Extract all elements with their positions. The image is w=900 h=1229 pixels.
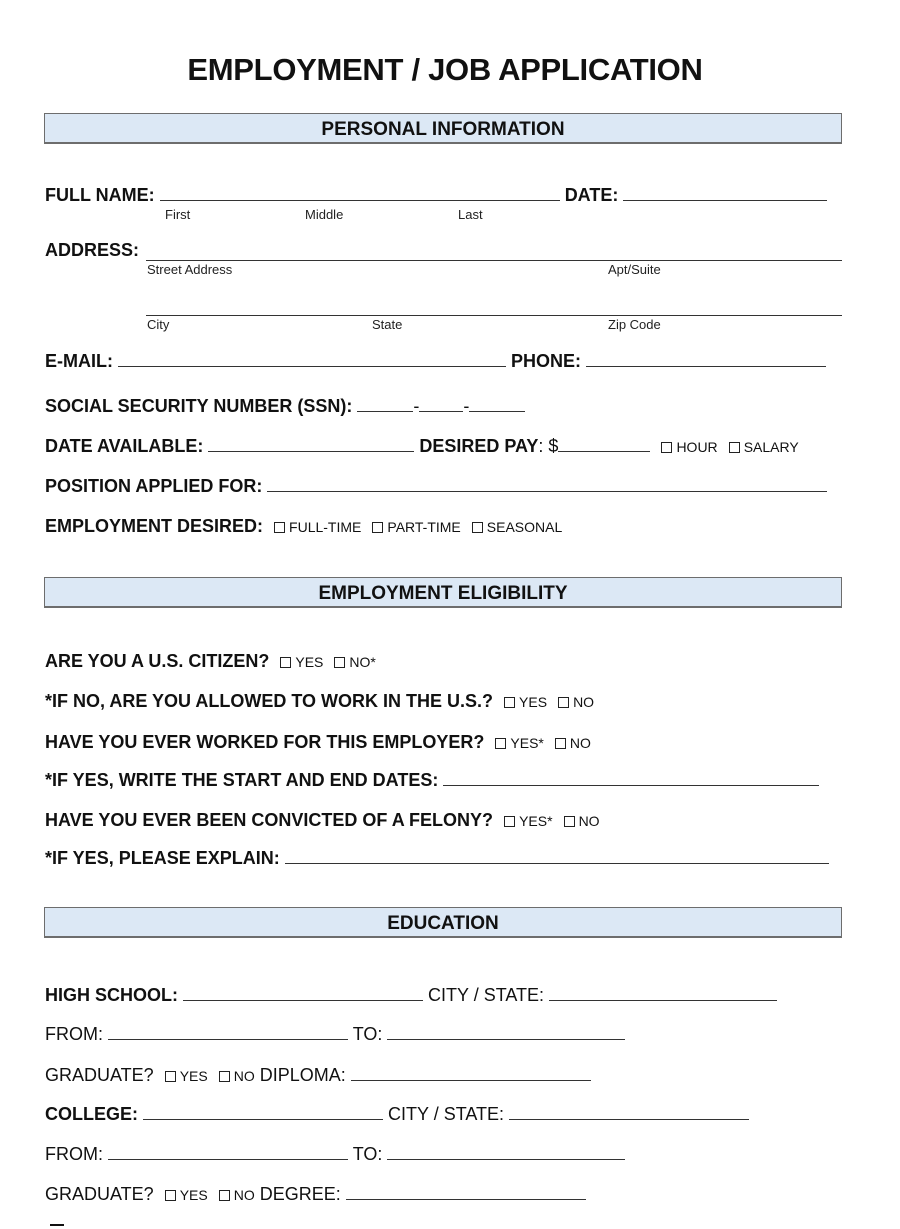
college-to-label: TO:	[352, 1144, 383, 1164]
authorized-yes-label: YES	[519, 694, 548, 710]
high-school-from-field[interactable]	[108, 1023, 348, 1040]
date-label: DATE:	[564, 185, 619, 205]
email-label: E-MAIL:	[45, 351, 113, 371]
first-name-hint: First	[165, 207, 191, 222]
high-school-from-label: FROM:	[45, 1024, 103, 1044]
full-name-row	[45, 184, 827, 206]
ssn-separator: -	[463, 396, 470, 416]
city-state-zip-field[interactable]	[146, 299, 842, 316]
high-school-city-state-field[interactable]	[549, 984, 777, 1001]
college-city-state-label: CITY / STATE:	[388, 1104, 505, 1124]
degree-label: DEGREE:	[259, 1184, 341, 1204]
college-to-field[interactable]	[387, 1143, 625, 1160]
citizen-yes-label: YES	[295, 654, 324, 670]
full-name-field[interactable]	[160, 184, 560, 201]
college-grad-no-label: NO	[233, 1187, 255, 1203]
position-label: POSITION APPLIED FOR:	[45, 476, 263, 496]
ssn-row	[45, 395, 525, 417]
previous-employer-question: HAVE YOU EVER WORKED FOR THIS EMPLOYER?	[45, 732, 485, 752]
high-school-graduate-row	[45, 1064, 591, 1087]
work-authorization-row	[45, 690, 594, 713]
high-school-field[interactable]	[183, 984, 423, 1001]
felony-explain-label: *IF YES, PLEASE EXPLAIN:	[45, 848, 280, 868]
email-field[interactable]	[118, 350, 506, 367]
desired-pay-label: DESIRED PAY	[419, 436, 539, 456]
worked-yes-checkbox[interactable]	[495, 738, 506, 749]
college-city-state-field[interactable]	[509, 1103, 749, 1120]
authorized-no-label: NO	[573, 694, 595, 710]
last-name-hint: Last	[458, 207, 483, 222]
felony-no-checkbox[interactable]	[564, 816, 575, 827]
availability-pay-row	[45, 435, 799, 458]
section-header-education: EDUCATION	[44, 907, 842, 938]
email-phone-row	[45, 350, 826, 372]
college-field[interactable]	[143, 1103, 383, 1120]
salary-checkbox[interactable]	[729, 442, 740, 453]
cutoff-text-fragment	[50, 1224, 64, 1226]
high-school-grad-yes-label: YES	[179, 1068, 208, 1084]
date-field[interactable]	[623, 184, 827, 201]
college-row	[45, 1103, 749, 1125]
part-time-label: PART-TIME	[387, 519, 461, 535]
position-field[interactable]	[267, 475, 827, 492]
felony-explain-field[interactable]	[285, 847, 829, 864]
phone-field[interactable]	[586, 350, 826, 367]
high-school-grad-yes-checkbox[interactable]	[165, 1071, 176, 1082]
employment-dates-row	[45, 769, 819, 791]
worked-yes-label: YES*	[510, 735, 544, 751]
felony-no-label: NO	[578, 813, 600, 829]
ssn-separator: -	[413, 396, 420, 416]
state-hint: State	[372, 317, 403, 332]
citizen-yes-checkbox[interactable]	[280, 657, 291, 668]
ssn-part3-field[interactable]	[469, 395, 525, 412]
high-school-graduate-label: GRADUATE?	[45, 1065, 154, 1085]
college-label: COLLEGE:	[45, 1104, 138, 1124]
felony-yes-label: YES*	[519, 813, 553, 829]
address-row	[45, 239, 139, 261]
form-title: EMPLOYMENT / JOB APPLICATION	[187, 52, 703, 87]
felony-question: HAVE YOU EVER BEEN CONVICTED OF A FELONY?	[45, 810, 494, 830]
college-grad-no-checkbox[interactable]	[219, 1190, 230, 1201]
employment-dates-field[interactable]	[443, 769, 819, 786]
worked-no-checkbox[interactable]	[555, 738, 566, 749]
section-header-eligibility: EMPLOYMENT ELIGIBILITY	[44, 577, 842, 608]
work-authorization-question: *IF NO, ARE YOU ALLOWED TO WORK IN THE U.S.?	[45, 691, 494, 711]
high-school-grad-no-checkbox[interactable]	[219, 1071, 230, 1082]
employment-desired-row	[45, 515, 562, 538]
college-dates-row	[45, 1143, 625, 1165]
zip-code-hint: Zip Code	[608, 317, 661, 332]
desired-pay-currency: : $	[538, 436, 559, 456]
previous-employer-row	[45, 731, 591, 754]
felony-explain-row	[45, 847, 829, 869]
city-hint: City	[147, 317, 170, 332]
ssn-part2-field[interactable]	[419, 395, 463, 412]
high-school-city-state-label: CITY / STATE:	[428, 985, 545, 1005]
street-address-hint: Street Address	[147, 262, 233, 277]
citizen-row	[45, 650, 376, 673]
section-header-personal: PERSONAL INFORMATION	[44, 113, 842, 144]
salary-option-label: SALARY	[743, 439, 799, 455]
felony-row	[45, 809, 600, 832]
position-row	[45, 475, 827, 497]
high-school-to-field[interactable]	[387, 1023, 625, 1040]
ssn-part1-field[interactable]	[357, 395, 413, 412]
authorized-no-checkbox[interactable]	[558, 697, 569, 708]
employment-desired-label: EMPLOYMENT DESIRED:	[45, 516, 264, 536]
college-graduate-label: GRADUATE?	[45, 1184, 154, 1204]
date-available-label: DATE AVAILABLE:	[45, 436, 204, 456]
felony-yes-checkbox[interactable]	[504, 816, 515, 827]
high-school-to-label: TO:	[352, 1024, 383, 1044]
phone-label: PHONE:	[511, 351, 582, 371]
college-grad-yes-label: YES	[179, 1187, 208, 1203]
date-available-field[interactable]	[208, 435, 414, 452]
diploma-field[interactable]	[351, 1064, 591, 1081]
diploma-label: DIPLOMA:	[259, 1065, 346, 1085]
citizen-no-checkbox[interactable]	[334, 657, 345, 668]
hour-option-label: HOUR	[676, 439, 718, 455]
address-label: ADDRESS:	[45, 240, 140, 260]
street-address-field[interactable]	[146, 244, 842, 261]
middle-name-hint: Middle	[305, 207, 344, 222]
degree-field[interactable]	[346, 1183, 586, 1200]
college-grad-yes-checkbox[interactable]	[165, 1190, 176, 1201]
authorized-yes-checkbox[interactable]	[504, 697, 515, 708]
high-school-label: HIGH SCHOOL:	[45, 985, 178, 1005]
seasonal-label: SEASONAL	[486, 519, 563, 535]
high-school-grad-no-label: NO	[233, 1068, 255, 1084]
employment-dates-label: *IF YES, WRITE THE START AND END DATES:	[45, 770, 439, 790]
college-from-label: FROM:	[45, 1144, 103, 1164]
worked-no-label: NO	[569, 735, 591, 751]
full-time-label: FULL-TIME	[289, 519, 362, 535]
citizen-question: ARE YOU A U.S. CITIZEN?	[45, 651, 270, 671]
full-time-checkbox[interactable]	[274, 522, 285, 533]
seasonal-checkbox[interactable]	[472, 522, 483, 533]
hour-checkbox[interactable]	[661, 442, 672, 453]
college-graduate-row	[45, 1183, 586, 1206]
ssn-label: SOCIAL SECURITY NUMBER (SSN):	[45, 396, 353, 416]
part-time-checkbox[interactable]	[372, 522, 383, 533]
citizen-no-label: NO*	[349, 654, 376, 670]
high-school-row	[45, 984, 777, 1006]
full-name-label: FULL NAME:	[45, 185, 155, 205]
desired-pay-field[interactable]	[558, 435, 650, 452]
apt-suite-hint: Apt/Suite	[608, 262, 661, 277]
college-from-field[interactable]	[108, 1143, 348, 1160]
high-school-dates-row	[45, 1023, 625, 1045]
